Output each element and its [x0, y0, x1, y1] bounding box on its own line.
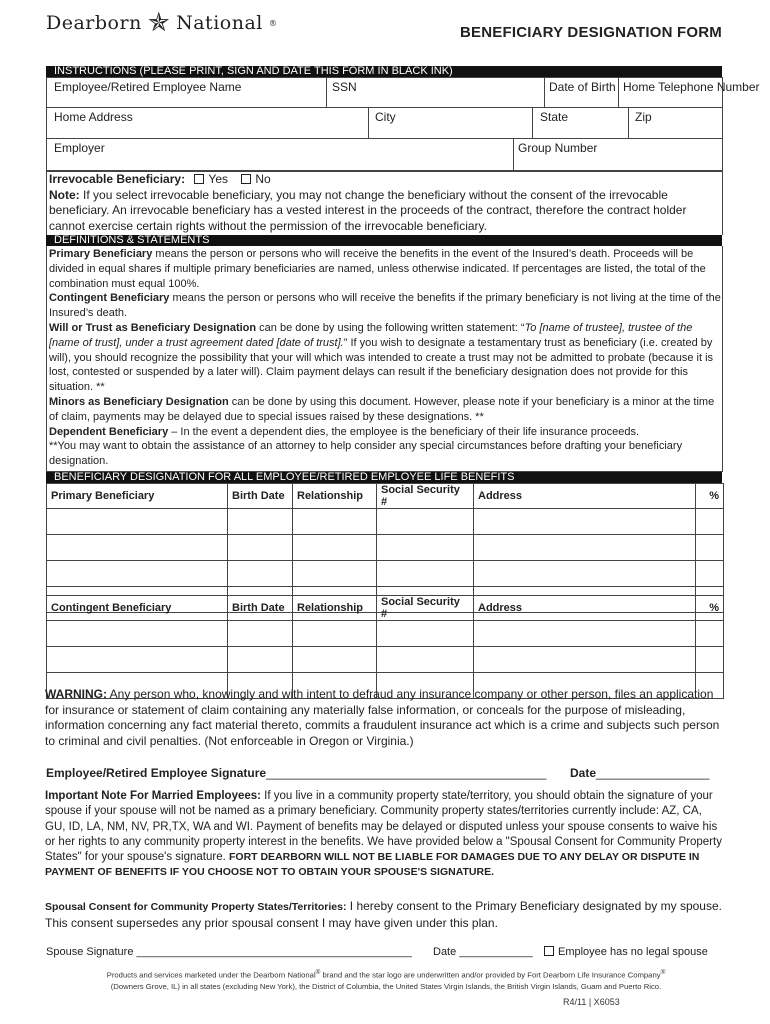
table-cell[interactable] [696, 535, 724, 561]
no-spouse-checkbox[interactable] [544, 946, 554, 956]
table-cell[interactable] [228, 647, 293, 673]
company-logo [46, 8, 278, 38]
col-address: Address [474, 484, 696, 509]
col-relationship: Relationship [293, 596, 377, 621]
table-row [47, 535, 724, 561]
will-definition-statement: To [name of trustee], trustee of the [name of trust], under a trust agreement dated [date of trust]. [49, 321, 693, 349]
contingent-definition-label: Contingent Beneficiary [49, 292, 170, 305]
employee-signature-label: Employee/Retired Employee Signature [46, 766, 267, 780]
definition-contingent [49, 291, 721, 321]
table-cell[interactable] [377, 561, 474, 587]
primary-beneficiary-table [46, 483, 724, 613]
definition-dependent [49, 425, 721, 440]
married-note-label: Important Note For Married Employees: [45, 790, 261, 802]
primary-definition-label: Primary Beneficiary [49, 248, 153, 260]
table-cell[interactable] [47, 561, 228, 587]
employer-field[interactable] [47, 139, 514, 170]
table-cell[interactable] [474, 509, 696, 535]
form-title: BENEFICIARY DESIGNATION FORM [460, 24, 722, 41]
col-birth-date: Birth Date [228, 596, 293, 621]
home-address-label: Home Address [54, 110, 133, 124]
spouse-date-label: Date [433, 946, 457, 958]
table-cell[interactable] [47, 509, 228, 535]
row-employer [46, 138, 723, 171]
irrevocable-no-label: No [255, 172, 271, 186]
warning-block [45, 687, 723, 750]
footer-text-2: brand and the star logo are underwritten and/or provided by Fort Dearborn Life Insurance Company [320, 970, 661, 980]
warning-label: WARNING: [45, 687, 107, 701]
table-cell[interactable] [696, 509, 724, 535]
table-cell[interactable] [377, 647, 474, 673]
col-birth-date: Birth Date [228, 484, 293, 509]
col-relationship: Relationship [293, 484, 377, 509]
table-cell[interactable] [474, 561, 696, 587]
table-cell[interactable] [47, 535, 228, 561]
married-note [45, 789, 723, 881]
footer-disclosure [61, 967, 711, 992]
irrevocable-no-checkbox[interactable] [241, 174, 251, 184]
table-cell[interactable] [377, 535, 474, 561]
no-spouse-label: Employee has no legal spouse [558, 946, 708, 958]
state-label: State [540, 110, 569, 124]
state-field[interactable] [533, 108, 629, 138]
spousal-consent-label: Spousal Consent for Community Property States/Territories: [45, 901, 347, 913]
home-address-field[interactable] [47, 108, 369, 138]
spousal-consent [45, 899, 723, 931]
footer-reg-mark-1: ® [315, 969, 321, 976]
married-note-text: If you live in a community property state/territory, you should obtain the signature of your spouse if your spouse will not be named as a primary beneficiary. Community property states/territories currently include: AZ, CA, GU, ID, LA, NM, NV, PR,TX, WA and WI. Payment of benefits may be delayed or disputed unless your spouse consents to waive his or her rights to any community property interest in the benefits. We have provided below a "Spousal Consent for Community Property States" for your spouse's signature. [45, 790, 722, 864]
col-percent: % [696, 596, 724, 621]
ssn-label: SSN [332, 80, 357, 94]
zip-label: Zip [635, 110, 652, 124]
definition-will-trust [49, 321, 721, 395]
col-social-security: Social Security # [377, 596, 474, 621]
table-cell[interactable] [293, 561, 377, 587]
dependent-definition-text: – In the event a dependent dies, the employee is the beneficiary of their life insurance proceeds. [168, 425, 640, 438]
employee-date-label: Date [570, 766, 597, 780]
dob-label: Date of Birth [549, 80, 616, 94]
table-cell[interactable] [377, 621, 474, 647]
will-definition-text1: can be done by using the following written statement: “ [256, 321, 525, 334]
irrevocable-yes-label: Yes [208, 172, 228, 186]
table-row [47, 647, 724, 673]
spouse-date-underline: ____________ [459, 946, 533, 958]
table-cell[interactable] [228, 535, 293, 561]
table-cell[interactable] [474, 647, 696, 673]
table-cell[interactable] [696, 561, 724, 587]
employer-label: Employer [54, 141, 105, 155]
table-cell[interactable] [47, 621, 228, 647]
table-cell[interactable] [474, 535, 696, 561]
employee-signature-underline: __________________________________________ [266, 766, 547, 780]
logo-text-right: National [176, 12, 263, 34]
table-cell[interactable] [293, 535, 377, 561]
dob-field[interactable] [545, 78, 619, 107]
table-cell[interactable] [377, 509, 474, 535]
minors-definition-text: can be done by using this document. However, please note if your beneficiary is a minor at the time of claim, payments may be delayed due to special issues raised by these designations. ** [49, 395, 715, 423]
group-number-label: Group Number [518, 141, 598, 155]
table-row [47, 561, 724, 587]
spouse-signature-underline: _____________________________________________ [136, 946, 412, 958]
definition-primary [49, 247, 721, 291]
star-logo-icon: ✯ [147, 8, 171, 38]
irrevocable-block [49, 172, 721, 234]
home-phone-label: Home Telephone Number [623, 80, 760, 94]
will-definition-label: Will or Trust as Beneficiary Designation [49, 321, 257, 334]
primary-header-row [47, 484, 724, 509]
spouse-signature-label: Spouse Signature [46, 946, 134, 958]
col-primary-beneficiary: Primary Beneficiary [47, 484, 228, 509]
table-cell[interactable] [696, 647, 724, 673]
city-label: City [375, 110, 396, 124]
definitions-bar: DEFINITIONS & STATEMENTS [46, 235, 722, 246]
employee-signature-line[interactable] [46, 766, 546, 780]
designation-bar: BENEFICIARY DESIGNATION FOR ALL EMPLOYEE/RETIRED EMPLOYEE LIFE BENEFITS [46, 472, 722, 483]
footer-reg-mark-2: ® [660, 969, 666, 976]
contingent-header-row [47, 596, 724, 621]
table-cell[interactable] [228, 621, 293, 647]
footer-text-1: Products and services marketed under the Dearborn National [106, 970, 316, 980]
row-address [46, 107, 723, 139]
table-cell[interactable] [293, 647, 377, 673]
table-row [47, 509, 724, 535]
footer-text-3: (Downers Grove, IL) in all states (excluding New York), the District of Columbia, the United States Virgin Islands, the British Virgin Islands, Guam and Puerto Rico. [110, 981, 662, 991]
no-spouse-option [544, 946, 708, 958]
table-cell[interactable] [47, 647, 228, 673]
dependent-definition-label: Dependent Beneficiary [49, 425, 169, 438]
employee-date-line[interactable] [570, 766, 709, 780]
contingent-beneficiary-table [46, 595, 724, 699]
city-field[interactable] [369, 108, 533, 138]
col-percent: % [696, 484, 724, 509]
table-cell[interactable] [474, 621, 696, 647]
group-number-field[interactable] [514, 139, 722, 170]
home-phone-field[interactable] [619, 78, 760, 107]
spouse-date-line[interactable] [433, 946, 533, 958]
logo-text-left: Dearborn [46, 12, 142, 34]
will-definition-text2: ” If you wish to designate a testamentary trust as beneficiary (i.e. created by will), you should recognize the possibility that your will which was intended to create a trust may not be admitted to probate (because it is lost, contested or suspended by a later will). Claim payment delays can result if the beneficiary designation does not provide for this situation. ** [49, 336, 714, 394]
employee-date-underline: _________________ [596, 766, 710, 780]
table-cell[interactable] [293, 621, 377, 647]
definition-minors [49, 395, 721, 425]
table-cell[interactable] [696, 621, 724, 647]
spousal-consent-text: I hereby consent to the Primary Beneficiary designated by my spouse. This consent supersedes any prior spousal consent I may have given under this plan. [45, 899, 722, 930]
married-note-liability: FORT DEARBORN WILL NOT BE LIABLE FOR DAMAGES DUE TO ANY DELAY OR DISPUTE IN PAYMENT OF BENEFITS IF YOU CHOOSE NOT TO OBTAIN YOUR SPOUSE'S SIGNATURE. [45, 851, 700, 879]
attorney-note: **You may want to obtain the assistance of an attorney to help consider any special circumstances before drafting your beneficiary designation. [49, 440, 683, 468]
form-code: R4/11 | X6053 [563, 997, 620, 1007]
table-cell[interactable] [293, 509, 377, 535]
contingent-definition-text: means the person or persons who will receive the benefits if the primary beneficiary is not living at the time of the Insured’s death. [49, 292, 721, 320]
zip-field[interactable] [629, 108, 722, 138]
row-employee-info [46, 77, 760, 108]
ssn-field[interactable] [327, 78, 545, 107]
table-cell[interactable] [228, 509, 293, 535]
table-cell[interactable] [228, 561, 293, 587]
table-row [47, 621, 724, 647]
irrevocable-yes-checkbox[interactable] [194, 174, 204, 184]
instructions-bar: INSTRUCTIONS (PLEASE PRINT, SIGN AND DATE THIS FORM IN BLACK INK) [46, 66, 722, 77]
primary-definition-text: means the person or persons who will receive the benefits in the event of the Insured’s death. Proceeds will be divided in equal shares if multiple primary beneficiaries are named, unless otherwise indicated. If percentages are listed, the total of the combination must equal 100%. [49, 248, 706, 290]
definitions-text [49, 247, 721, 469]
irrevocable-label: Irrevocable Beneficiary: [49, 172, 186, 186]
minors-definition-label: Minors as Beneficiary Designation [49, 395, 229, 408]
spouse-signature-line[interactable] [46, 946, 412, 958]
warning-text: Any person who, knowingly and with intent to defraud any insurance company or other person, files an application for insurance or statement of claim containing any materially false information, or conceals for the purpose of misleading, information concerning any fact material thereto, commits a fraudulent insurance act which is a crime and subjects such person to criminal and civil penalties. (Not enforceable in Oregon or Virginia.) [45, 687, 720, 749]
logo-registered-mark: ® [268, 18, 278, 28]
col-social-security: Social Security # [377, 484, 474, 509]
employee-name-label: Employee/Retired Employee Name [54, 80, 242, 94]
col-address: Address [474, 596, 696, 621]
note-label: Note: [49, 187, 80, 202]
note-text: If you select irrevocable beneficiary, you may not change the beneficiary without the consent of the irrevocable beneficiary. An irrevocable beneficiary has a vested interest in the proceeds of the contract, therefore the contract holder cannot exercise certain rights without the permission of the irrevocable beneficiary. [49, 187, 687, 233]
employee-name-field[interactable] [47, 78, 327, 107]
col-contingent-beneficiary: Contingent Beneficiary [47, 596, 228, 621]
